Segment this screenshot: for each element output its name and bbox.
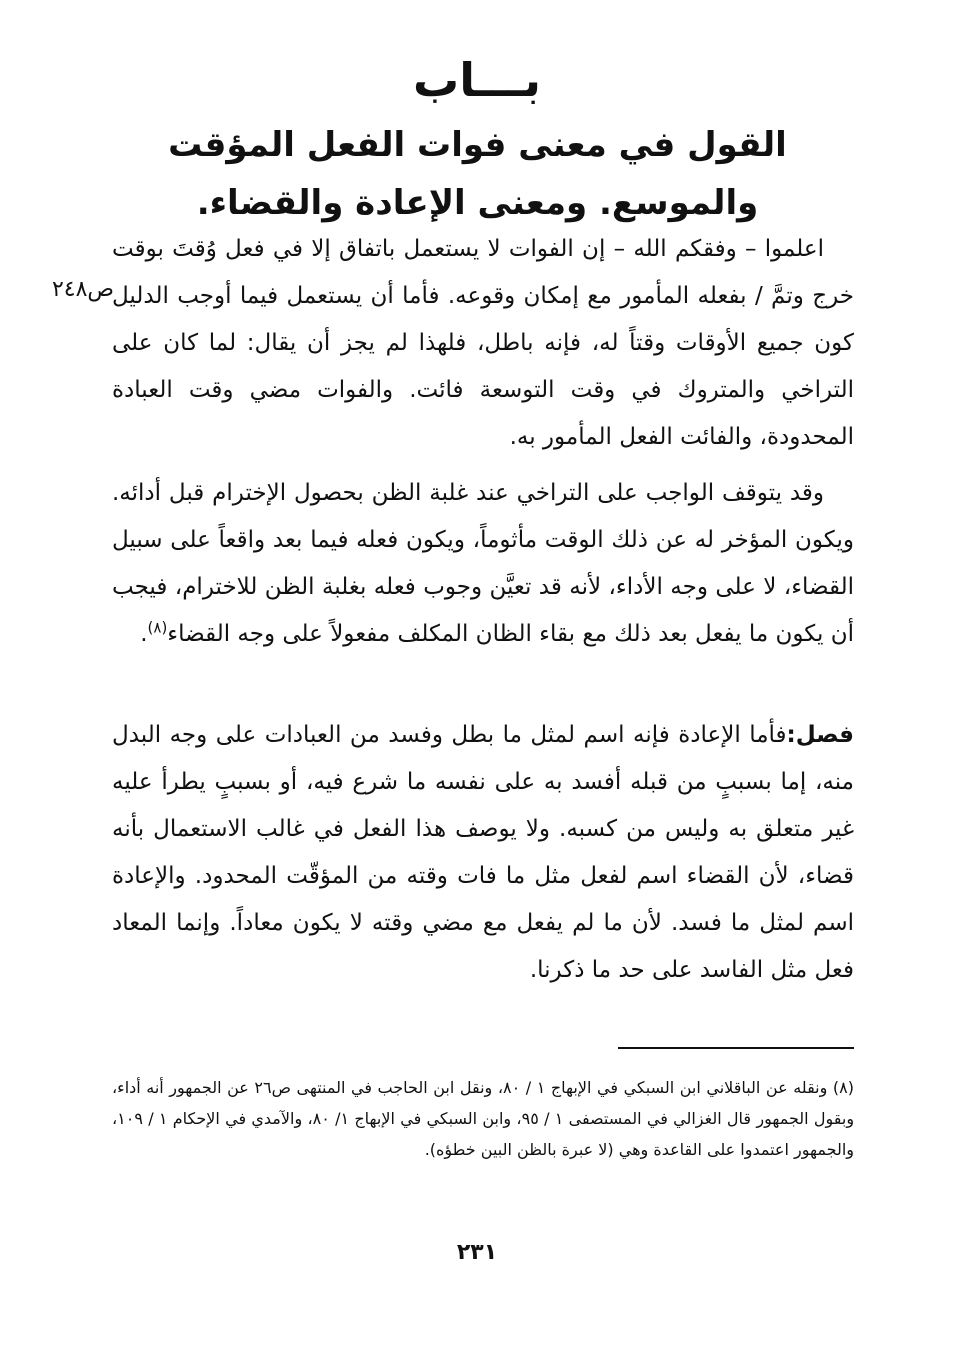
page-number: ٢٣١ <box>456 1240 498 1265</box>
paragraph-3-text: فأما الإعادة فإنه اسم لمثل ما بطل وفسد من العبادات على وجه البدل منه، إما بسببٍ من قبله أفسد به على نفسه ما شرع فيه، أو بسببٍ يطرأ عليه غير متعلق به وليس من كسبه. ولا يوصف هذا الفعل في غالب الاستعمال بأنه قضاء، لأن القضاء اسم لفعل مثل ما فات وقته من المؤقّت المحدود. والإعادة اسم لمثل ما فسد. لأن ما لم يفعل مع مضي وقته لا يكون معاداً. وإنما المعاد فعل مثل الفاسد على حد ما ذكرنا. <box>112 722 854 983</box>
margin-page-reference: ص٢٤٨ <box>51 277 114 302</box>
chapter-title: القول في معنى فوات الفعل المؤقت والموسع. ومعنى الإعادة والقضاء. <box>168 125 787 223</box>
footnote-reference[interactable]: (٨) <box>147 618 168 637</box>
footnote-8 <box>112 1072 854 1165</box>
paragraph-1-text: اعلموا – وفقكم الله – إن الفوات لا يستعمل باتفاق إلا في فعل وُقتَ بوقت خرج وتمَّ / بفعله المأمور مع إمكان وقوعه. فأما أن يستعمل فيما أوجب الدليل كون جميع الأوقات وقتاً له، فإنه باطل، فلهذا لم يجز أن يقال: لما كان على التراخي والمتروك في وقت التوسعة فائت. والفوات مضي وقت العبادة المحدودة، والفائت الفعل المأمور به. <box>112 236 854 450</box>
footnote-divider <box>618 1047 854 1049</box>
section-label: فصل: <box>786 722 854 748</box>
paragraph-2-end: . <box>140 621 148 647</box>
footnote-text: (٨) ونقله عن الباقلاني ابن السبكي في الإبهاج ١ / ٨٠، ونقل ابن الحاجب في المنتهى ص٢٦ عن الجمهور أنه أداء، وبقول الجمهور قال الغزالي في المستصفى ١ / ٩٥، وابن السبكي في الإبهاج ١/ ٨٠، والآمدي في الإحكام ١ / ١٠٩، والجمهور اعتمدوا على القاعدة وهي (لا عبرة بالظن البين خطؤه). <box>112 1078 855 1159</box>
paragraph-2-text: وقد يتوقف الواجب على التراخي عند غلبة الظن بحصول الإخترام قبل أدائه. ويكون المؤخر له عن ذلك الوقت مأثوماً، ويكون فعله فيما بعد واقعاً على سبيل القضاء، لا على وجه الأداء، لأنه قد تعيَّن وجوب فعله بغلبة الظن للاخترام، فيجب أن يكون ما يفعل بعد ذلك مع بقاء الظان المكلف مفعولاً على وجه القضاء <box>112 480 854 647</box>
chapter-heading: بـــاب <box>413 53 541 107</box>
paragraph-2 <box>112 470 854 658</box>
paragraph-1 <box>112 226 854 461</box>
paragraph-3 <box>112 712 854 994</box>
